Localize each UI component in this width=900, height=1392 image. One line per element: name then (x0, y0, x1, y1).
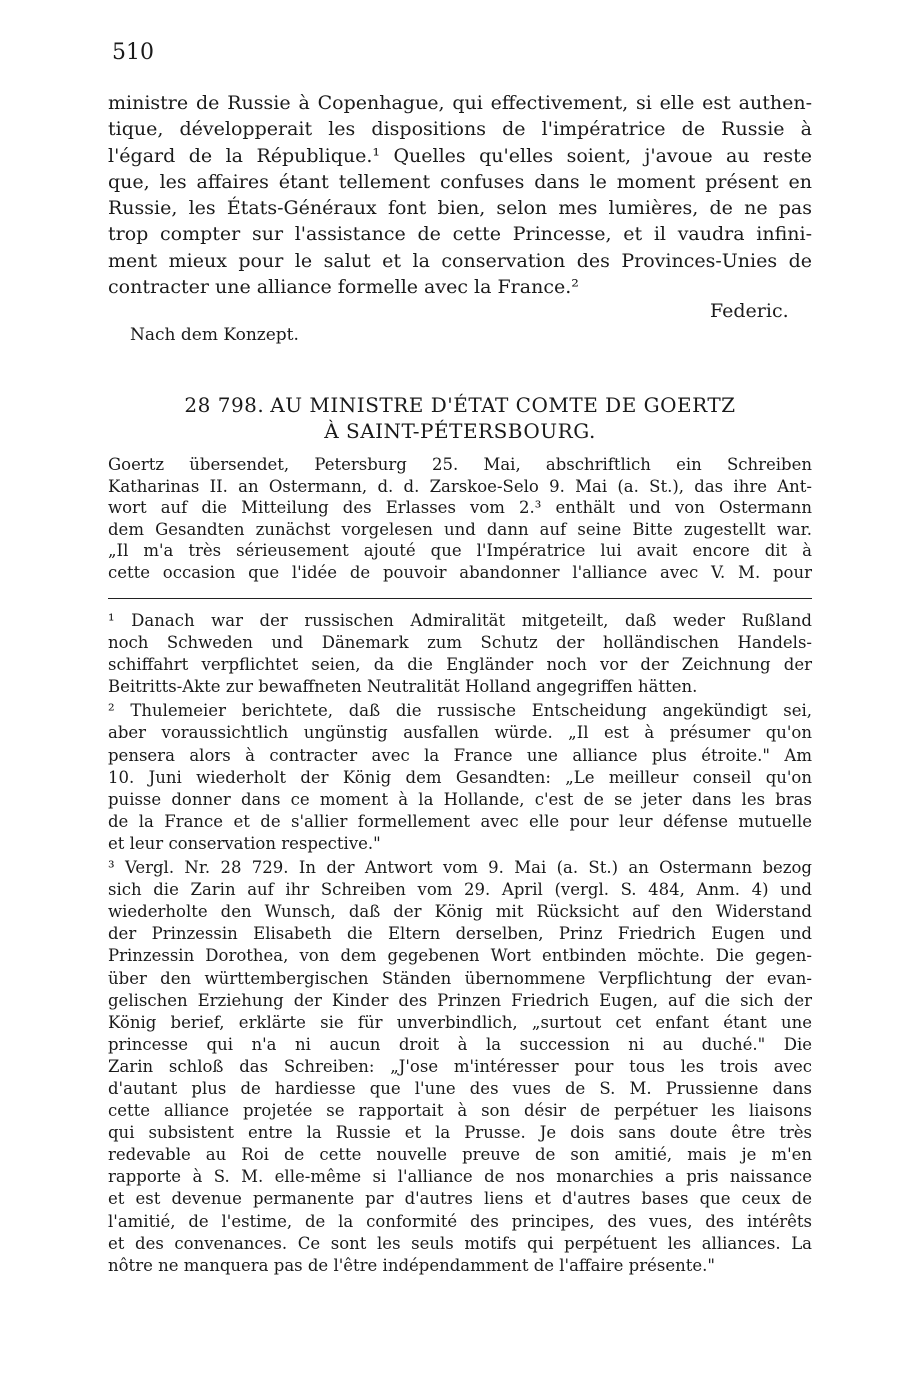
footnote-line: Prinzessin Dorothea, von dem gegebenen Wort entbinden möchte. Die gegen- (108, 946, 812, 966)
footnote-line: gelischen Erziehung der Kinder des Prinzen Friedrich Eugen, auf die sich der (108, 990, 812, 1010)
summary-line: dem Gesandten zunächst vorgelesen und dann auf seine Bitte zugestellt war. (108, 519, 812, 539)
text-line: tique, développerait les dispositions de l'impératrice de Russie à (108, 118, 812, 141)
text-line: ministre de Russie à Copenhague, qui effectivement, si elle est authen- (108, 92, 812, 114)
footnote-line: noch Schweden und Dänemark zum Schutz der holländischen Handels- (108, 633, 812, 653)
footnote-line: et est devenue permanente par d'autres liens et d'autres bases que ceux de (108, 1189, 812, 1209)
text-line: l'égard de la République.¹ Quelles qu'elles soient, j'avoue au reste (108, 144, 812, 167)
footnote-3 (108, 857, 812, 1277)
summary-line: wort auf die Mitteilung des Erlasses vom 2.³ enthält und von Ostermann (108, 498, 812, 518)
footnote-line: König berief, erklärte sie für unverbindlich, „surtout cet enfant étant une (108, 1012, 812, 1032)
footnotes (108, 610, 812, 1277)
footnote-line: 10. Juni wiederholt der König dem Gesandten: „Le meilleur conseil qu'on (108, 767, 812, 787)
footnote-line: aber voraussichtlich ungünstig ausfallen würde. „Il est à présumer qu'on (108, 723, 812, 743)
footnote-divider (108, 598, 812, 599)
footnote-line: et des convenances. Ce sont les seuls motifs qui perpétuent les alliances. La (108, 1233, 812, 1253)
summary-line: „Il m'a très sérieusement ajouté que l'Impératrice lui avait encore dit à (108, 541, 812, 561)
footnote-line: de la France et de s'allier formellement avec elle pour leur défense mutuelle (108, 811, 812, 831)
footnote-line: ² Thulemeier berichtete, daß die russische Entscheidung angekündigt sei, (108, 701, 812, 721)
source-note: Nach dem Konzept. (130, 325, 299, 345)
footnote-line: Beitritts-Akte zur bewaffneten Neutralität Holland angegriffen hätten. (108, 677, 698, 697)
footnote-line: nôtre ne manquera pas de l'être indépendamment de l'affaire présente." (108, 1255, 715, 1275)
footnote-line: l'amitié, de l'estime, de la conformité des principes, des vues, des intérêts (108, 1211, 812, 1231)
footnote-line: sich die Zarin auf ihr Schreiben vom 29. April (vergl. S. 484, Anm. 4) und (108, 880, 812, 900)
footnote-2 (108, 700, 812, 855)
footnote-line: d'autant plus de hardiesse que l'une des vues de S. M. Prussienne dans (108, 1078, 812, 1098)
footnote-line: et leur conservation respective." (108, 833, 381, 853)
footnote-1 (108, 610, 812, 698)
footnote-line: über den württembergischen Ständen übernommene Verpflichtung der evan- (108, 968, 812, 988)
summary-line: Katharinas II. an Ostermann, d. d. Zarskoe-Selo 9. Mai (a. St.), das ihre Ant- (108, 476, 812, 496)
text-line: contracter une alliance formelle avec la France.² (108, 276, 579, 299)
document-number: 28 798. (184, 393, 265, 417)
footnote-line: rapporte à S. M. elle-même si l'alliance de nos monarchies a pris naissance (108, 1167, 812, 1187)
footnote-line: ³ Vergl. Nr. 28 729. In der Antwort vom 9. Mai (a. St.) an Ostermann bezog (108, 858, 812, 878)
footnote-line: redevable au Roi de cette nouvelle preuve de son amitié, mais je m'en (108, 1145, 812, 1165)
signature: Federic. (710, 300, 789, 322)
summary-line: cette occasion que l'idée de pouvoir abandonner l'alliance avec V. M. pour (108, 562, 812, 582)
footnote-line: wiederholte den Wunsch, daß der König mit Rücksicht auf den Widerstand (108, 902, 812, 922)
footnote-line: pensera alors à contracter avec la France une alliance plus étroite." Am (108, 745, 812, 765)
footnote-line: ¹ Danach war der russischen Admiralität mitgeteilt, daß weder Rußland (108, 611, 812, 630)
document-heading (150, 392, 770, 444)
text-line: Russie, les États-Généraux font bien, selon mes lumières, de ne pas (108, 197, 812, 220)
footnote-line: puisse donner dans ce moment à la Hollande, c'est de se jeter dans les bras (108, 789, 812, 809)
text-line: que, les affaires étant tellement confuses dans le moment présent en (108, 170, 812, 193)
footnote-line: schiffahrt verpflichtet seien, da die Engländer noch vor der Zeichnung der (108, 655, 812, 675)
heading-line-2: À SAINT-PÉTERSBOURG. (324, 419, 596, 443)
page-number: 510 (112, 40, 154, 65)
text-line: ment mieux pour le salut et la conservation des Provinces-Unies de (108, 249, 812, 272)
footnote-line: princesse qui n'a ni aucun droit à la succession ni au duché." Die (108, 1034, 812, 1054)
text-line: trop compter sur l'assistance de cette Princesse, et il vaudra infini- (108, 223, 812, 246)
summary-line: Goertz übersendet, Petersburg 25. Mai, abschriftlich ein Schreiben (108, 455, 812, 474)
footnote-line: qui subsistent entre la Russie et la Prusse. Je dois sans doute être très (108, 1123, 812, 1143)
footnote-line: Zarin schloß das Schreiben: „J'ose m'intéresser pour tous les trois avec (108, 1056, 812, 1076)
main-text (108, 90, 812, 300)
document-summary (108, 454, 812, 584)
footnote-line: der Prinzessin Elisabeth die Eltern derselben, Prinz Friedrich Eugen und (108, 924, 812, 944)
heading-line-1 (150, 392, 770, 418)
footnote-line: cette alliance projetée se rapportait à son désir de perpétuer les liaisons (108, 1101, 812, 1121)
heading-title: AU MINISTRE D'ÉTAT COMTE DE GOERTZ (270, 393, 736, 417)
